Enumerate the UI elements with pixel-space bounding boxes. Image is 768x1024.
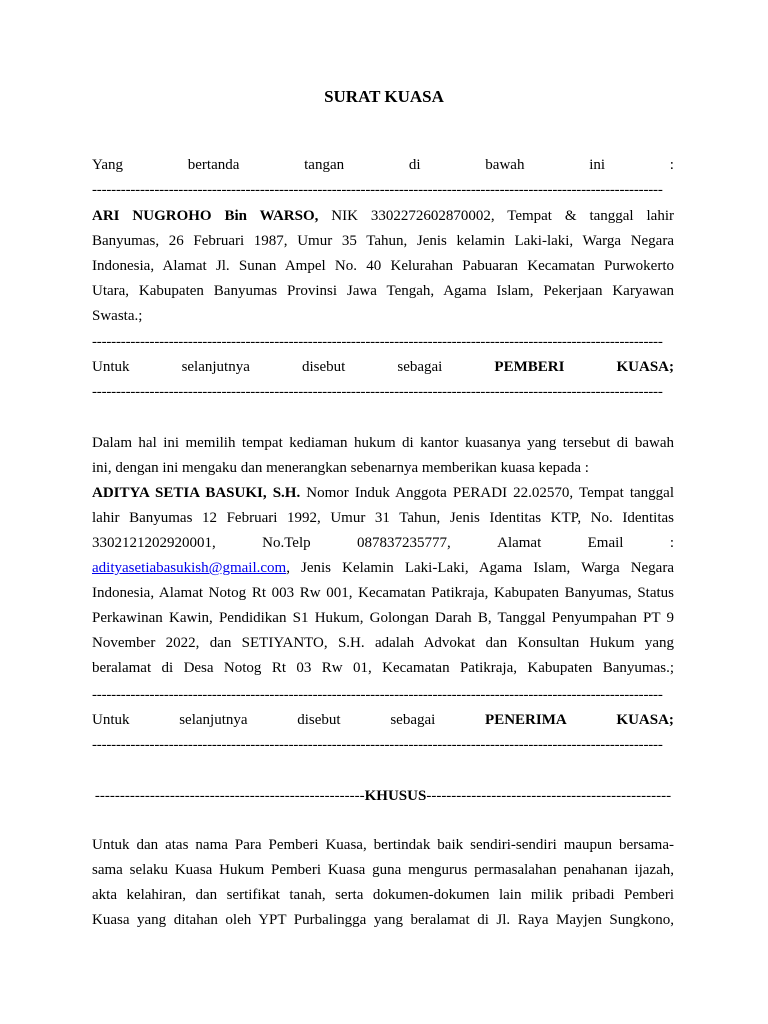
khusus-dash-right: ------------------------------------------------- — [426, 788, 672, 804]
closing-paragraph — [92, 833, 674, 933]
disebut-word: disebut — [297, 712, 341, 728]
closing-line: Untuk dan atas nama Para Pemberi Kuasa, bertindak baik sendiri-sendiri maupun bersama- — [92, 837, 674, 853]
pemberi-line: Indonesia, Alamat Jl. Sunan Ampel No. 40 Kelurahan Pabuaran Kecamatan Purwokerto — [92, 258, 674, 274]
email-link[interactable]: adityasetiabasukish@gmail.com — [92, 560, 287, 576]
penerima-line: November 2022, dan SETIYANTO, S.H. adalah Advokat dan Konsultan Hukum yang — [92, 635, 674, 651]
disebut-word: disebut — [301, 359, 346, 375]
dash-separator: ----------------------------------------------------------------------------------------------------------------------- — [92, 737, 663, 753]
dash-separator: ----------------------------------------------------------------------------------------------------------------------- — [92, 384, 663, 400]
dash-separator: ----------------------------------------------------------------------------------------------------------------------- — [92, 334, 663, 350]
pemberi-line: Banyumas, 26 Februari 1987, Umur 35 Tahun, Jenis kelamin Laki-laki, Warga Negara — [92, 233, 674, 249]
intro-word: bertanda — [187, 157, 240, 173]
nik-value: 3302121202920001, — [92, 535, 216, 551]
penerima-line: Nomor Induk Anggota PERADI 22.02570, Tempat tanggal — [300, 485, 674, 501]
pemberi-line: Swasta.; — [92, 308, 143, 324]
disebut-word: sebagai — [397, 359, 443, 375]
alamat-label: Alamat — [497, 535, 542, 551]
disebut-word: sebagai — [390, 712, 436, 728]
kuasa-label: KUASA; — [616, 712, 674, 728]
penerima-line: , Jenis Kelamin Laki-Laki, Agama Islam, Warga Negara — [286, 560, 674, 576]
document-title: SURAT KUASA — [324, 87, 444, 106]
dash-separator: ----------------------------------------------------------------------------------------------------------------------- — [92, 687, 663, 703]
intro-word: bawah — [485, 157, 525, 173]
intro-word: tangan — [304, 157, 345, 173]
penerima-name: ADITYA SETIA BASUKI, S.H. — [92, 485, 301, 501]
penerima-line: beralamat di Desa Notog Rt 03 Rw 01, Kecamatan Patikraja, Kabupaten Banyumas.; — [92, 660, 674, 676]
penerima-kuasa-line — [92, 708, 674, 733]
telp-value: 087837235777, — [357, 535, 451, 551]
penerima-contact-line — [92, 531, 674, 556]
dash-separator: ----------------------------------------------------------------------------------------------------------------------- — [92, 182, 663, 198]
penerima-line: lahir Banyumas 12 Februari 1992, Umur 31 Tahun, Jenis Identitas KTP, No. Identitas — [92, 510, 674, 526]
closing-line: sama selaku Kuasa Hukum Pemberi Kuasa guna mengurus permasalahan penahanan ijazah, — [92, 862, 674, 878]
disebut-word: Untuk — [92, 712, 130, 728]
intro-word: di — [408, 157, 421, 173]
penerima-line: Perkawinan Kawin, Pendidikan S1 Hukum, Golongan Darah B, Tanggal Penyumpahan PT 9 — [92, 610, 674, 626]
intro-line — [92, 153, 674, 178]
penerima-kuasa-identity — [92, 481, 674, 681]
disebut-word: selanjutnya — [181, 359, 250, 375]
khusus-dash-left: ------------------------------------------------------ — [94, 788, 365, 804]
email-label: Email — [587, 535, 624, 551]
kuasa-label: KUASA; — [616, 359, 674, 375]
pemberi-line: NIK 3302272602870002, Tempat & tanggal lahir — [318, 208, 674, 224]
domicile-line: ini, dengan ini mengaku dan menerangkan sebenarnya memberikan kuasa kepada : — [92, 460, 589, 476]
penerima-label: PENERIMA — [485, 712, 567, 728]
khusus-heading — [92, 784, 674, 809]
domicile-paragraph — [92, 431, 674, 481]
pemberi-name: ARI NUGROHO Bin WARSO, — [92, 208, 319, 224]
intro-word: ini — [589, 157, 606, 173]
closing-line: Kuasa yang ditahan oleh YPT Purbalingga yang beralamat di Jl. Raya Mayjen Sungkono, — [92, 912, 674, 928]
colon: : — [669, 535, 674, 551]
intro-word: Yang — [92, 157, 123, 173]
pemberi-line: Utara, Kabupaten Banyumas Provinsi Jawa Tengah, Agama Islam, Pekerjaan Karyawan — [92, 283, 674, 299]
penerima-line: Indonesia, Alamat Notog Rt 003 Rw 001, Kecamatan Patikraja, Kabupaten Banyumas, Status — [92, 585, 674, 601]
disebut-word: Untuk — [92, 359, 130, 375]
pemberi-kuasa-identity — [92, 204, 674, 329]
domicile-line: Dalam hal ini memilih tempat kediaman hukum di kantor kuasanya yang tersebut di bawah — [92, 435, 674, 451]
pemberi-kuasa-line — [92, 355, 674, 380]
disebut-word: selanjutnya — [179, 712, 248, 728]
closing-line: akta kelahiran, dan sertifikat tanah, serta dokumen-dokumen lain milik pribadi Pemberi — [92, 887, 674, 903]
telp-label: No.Telp — [262, 535, 311, 551]
intro-word: : — [669, 157, 674, 173]
khusus-label: KHUSUS — [364, 788, 427, 804]
pemberi-label: PEMBERI — [494, 359, 565, 375]
